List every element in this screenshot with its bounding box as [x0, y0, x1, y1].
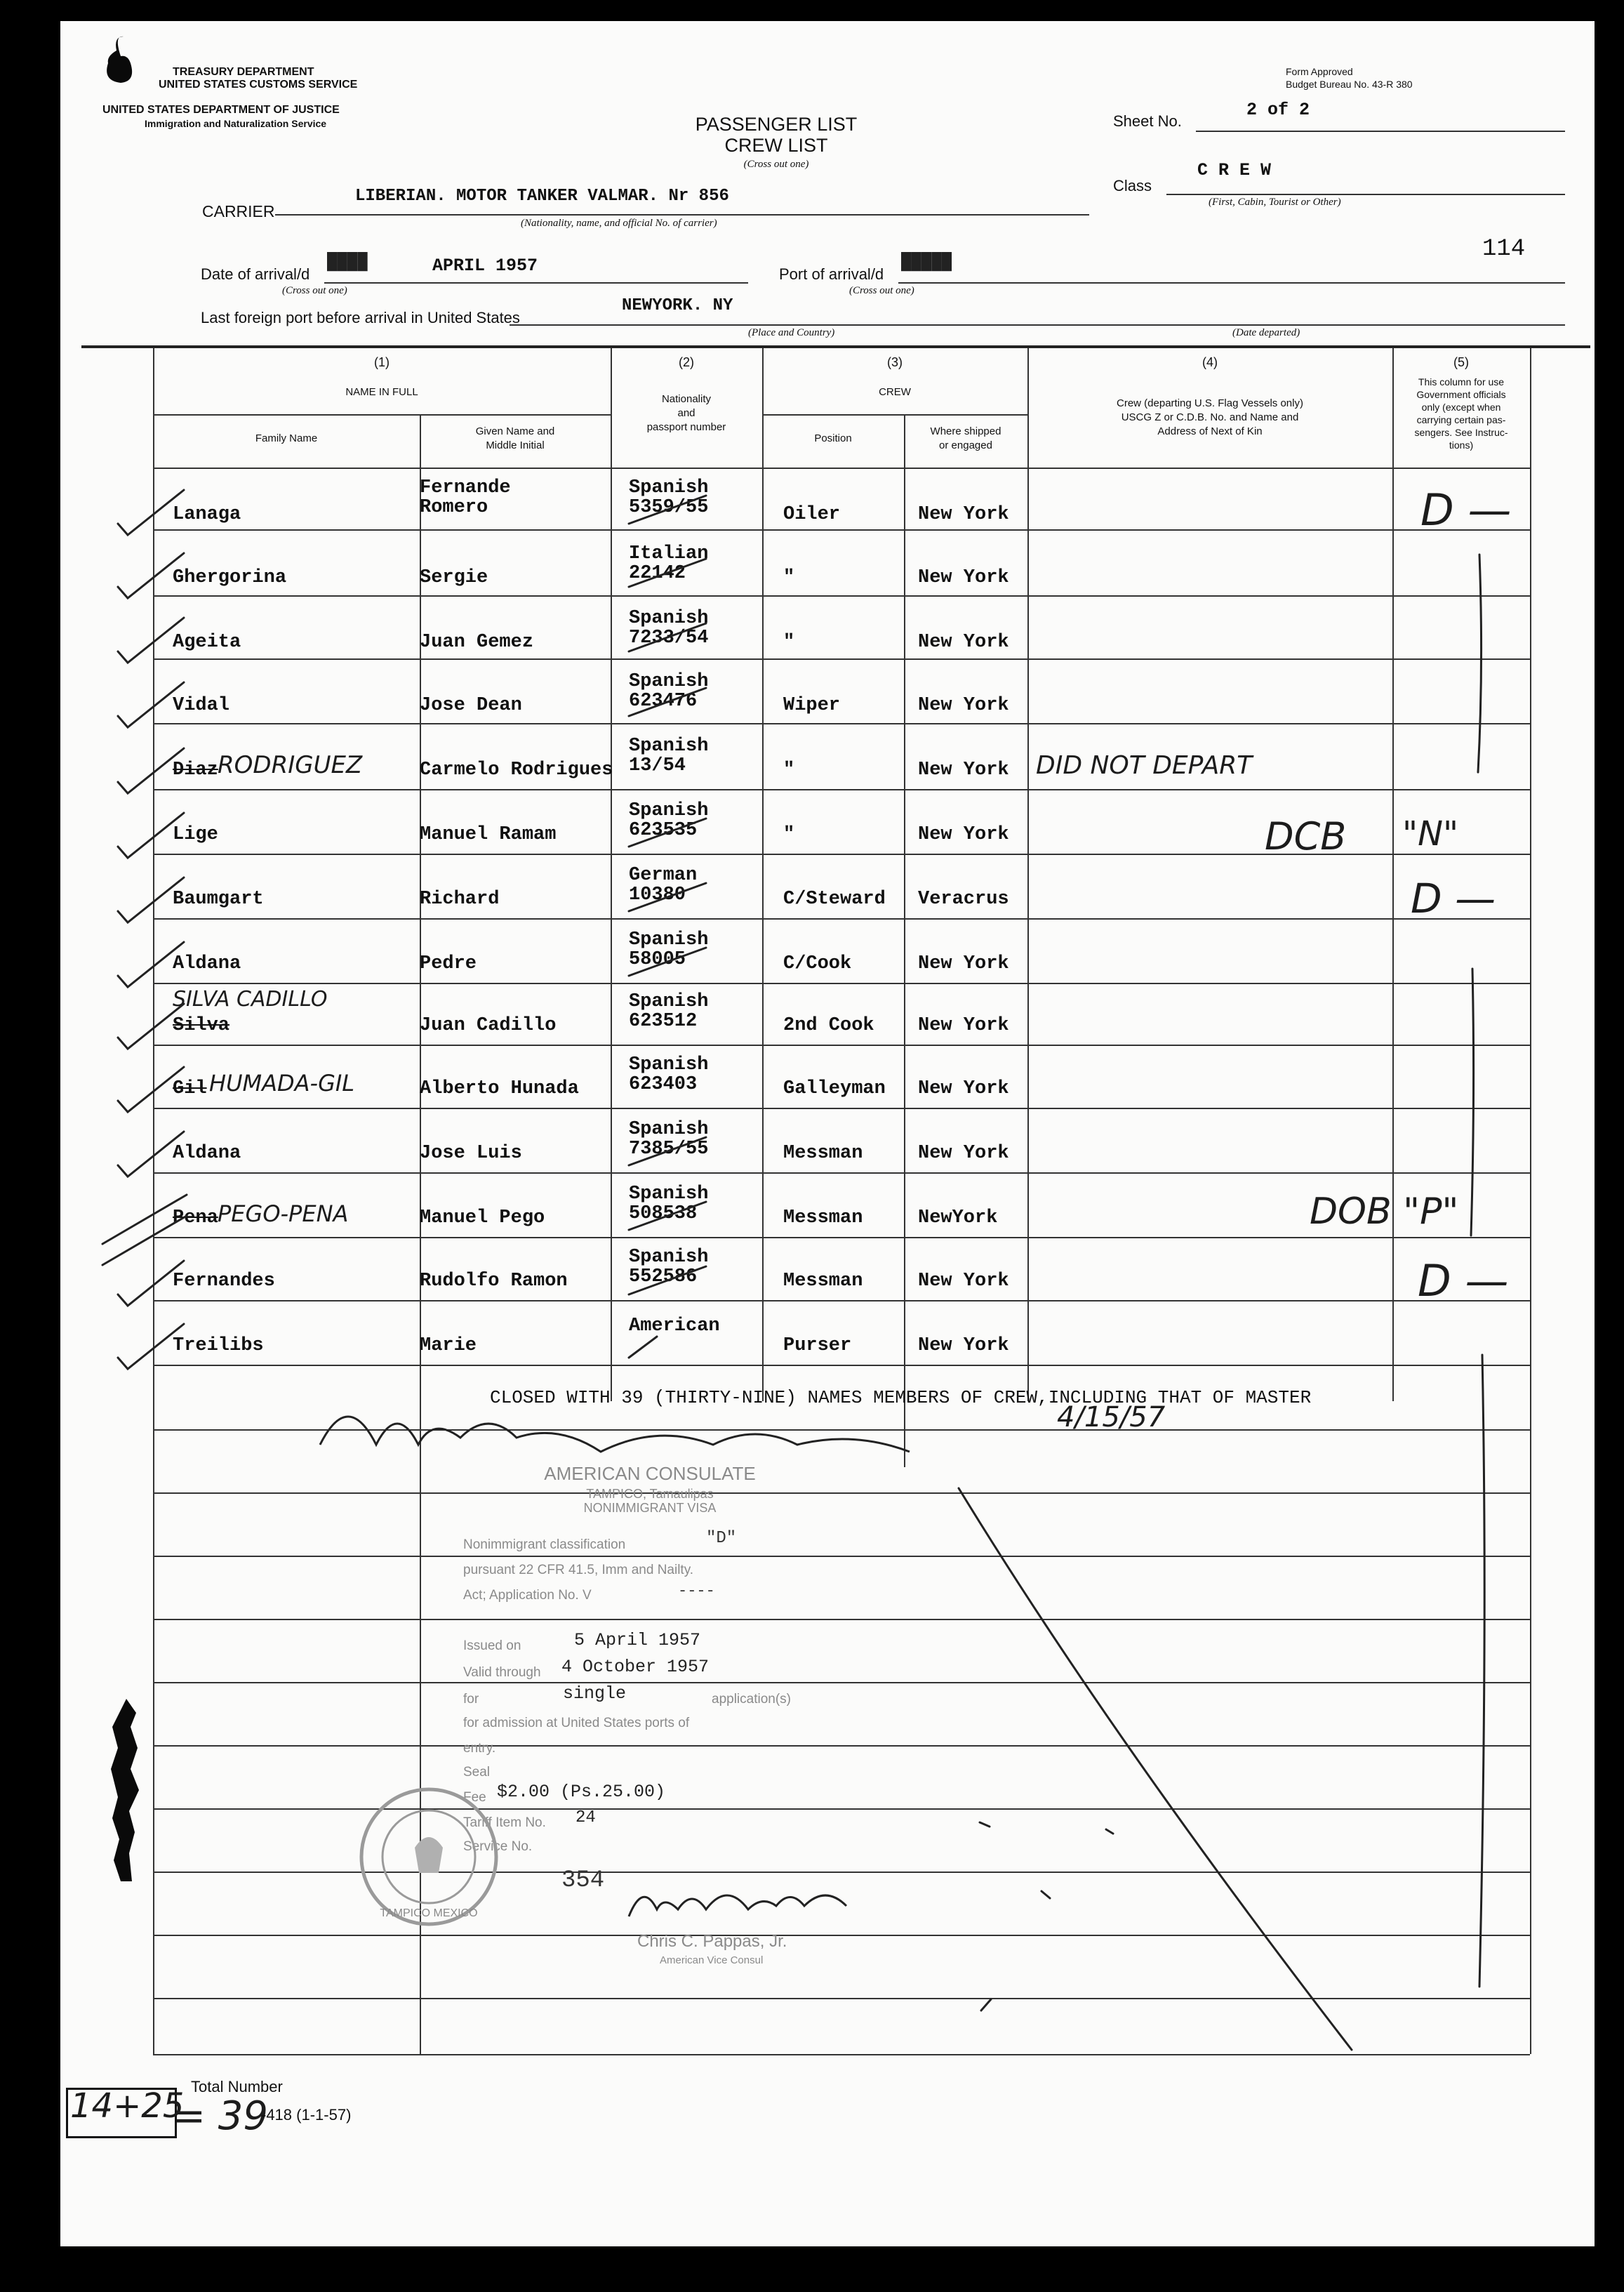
- row-shipped: New York: [918, 1143, 1009, 1164]
- col4-l2: USCG Z or C.D.B. No. and Name and: [1121, 411, 1299, 423]
- port-struck: █████: [901, 253, 952, 272]
- row-passport: 623403: [629, 1074, 698, 1095]
- visa-entry: entry.: [463, 1741, 496, 1756]
- carrier-value: LIBERIAN. MOTOR TANKER VALMAR. Nr 856: [355, 187, 729, 206]
- visa-fee-label: Fee: [463, 1790, 486, 1805]
- row-c5-mark: D —: [1420, 484, 1512, 536]
- row-nationality: American: [629, 1316, 720, 1337]
- col5-l4: carrying certain pas-: [1416, 414, 1506, 425]
- row-shipped: NewYork: [918, 1207, 998, 1228]
- row-shipped: New York: [918, 1271, 1009, 1292]
- row-family: Ageita: [173, 632, 241, 653]
- row-family: Vidal: [173, 695, 230, 716]
- visa-service-label: Service No.: [463, 1839, 533, 1854]
- row-family-struck: Diaz: [173, 760, 218, 781]
- row-passport: 7385/55: [629, 1139, 709, 1160]
- row-nationality: German: [629, 865, 698, 886]
- sheet-value: 2 of 2: [1246, 100, 1310, 120]
- consul-name: Chris C. Pappas, Jr.: [637, 1932, 787, 1951]
- col2-l3: passport number: [646, 421, 726, 433]
- arrival-struck: ████: [327, 253, 368, 272]
- row-position: ": [783, 760, 795, 781]
- visa-valid-value: 4 October 1957: [561, 1657, 710, 1677]
- row-nationality: Spanish: [629, 736, 709, 757]
- sheet-label: Sheet No.: [1113, 112, 1182, 130]
- row-given-2: Marie: [420, 1335, 477, 1356]
- visa-fee-value: $2.00 (Ps.25.00): [497, 1782, 666, 1802]
- row-nationality: Spanish: [629, 608, 709, 629]
- title-passenger-list: PASSENGER LIST: [695, 114, 858, 135]
- row-position: ": [783, 567, 795, 588]
- col4-l3: Address of Next of Kin: [1157, 425, 1263, 437]
- visa-act-label: Act; Application No. V: [463, 1588, 592, 1603]
- col4-number: (4): [1202, 355, 1218, 369]
- document-page: [60, 21, 1595, 2246]
- row-nationality: Italian: [629, 543, 709, 564]
- col3-title: CREW: [879, 386, 911, 398]
- form-approved: Form Approved: [1286, 66, 1353, 77]
- row-position: C/Cook: [783, 953, 852, 974]
- row-family-handwritten: RODRIGUEZ: [218, 751, 363, 779]
- closing-statement: CLOSED WITH 39 (THIRTY-NINE) NAMES MEMBERS OF CREW,INCLUDING THAT OF MASTER: [490, 1387, 1312, 1408]
- row-c4-note: DID NOT DEPART: [1036, 751, 1253, 780]
- row-passport: 7233/54: [629, 628, 709, 649]
- row-shipped: New York: [918, 632, 1009, 653]
- title-cross-out: (Cross out one): [743, 159, 809, 170]
- row-given-2: Sergie: [420, 567, 488, 588]
- visa-class-label: Nonimmigrant classification: [463, 1537, 626, 1552]
- row-given-2: Jose Luis: [420, 1143, 522, 1164]
- row-given-2: Rudolfo Ramon: [420, 1271, 568, 1292]
- row-c5-mark: "N": [1402, 814, 1459, 854]
- visa-act-value: ----: [678, 1582, 715, 1600]
- total-boxed-sum: 14+25: [70, 2086, 185, 2126]
- row-shipped: Veracrus: [918, 889, 1009, 910]
- visa-for-value: single: [563, 1683, 627, 1704]
- col5-l2: Government officials: [1416, 389, 1506, 400]
- col5-l6: tions): [1449, 439, 1474, 451]
- class-label: Class: [1113, 177, 1152, 194]
- row-position: Wiper: [783, 695, 841, 716]
- page-number: 114: [1482, 236, 1526, 263]
- foreign-port-value: NEWYORK. NY: [622, 296, 733, 315]
- row-position: Oiler: [783, 504, 841, 525]
- col5-l5: sengers. See Instruc-: [1414, 427, 1508, 438]
- row-given-2: Pedre: [420, 953, 477, 974]
- col5-number: (5): [1453, 355, 1469, 369]
- row-given-2: Jose Dean: [420, 695, 522, 716]
- date-departed-sub: (Date departed): [1232, 327, 1300, 338]
- consul-title: American Vice Consul: [660, 1954, 764, 1966]
- row-nationality: Spanish: [629, 1119, 709, 1140]
- row-passport: 508538: [629, 1203, 698, 1224]
- row-position: Galleyman: [783, 1078, 886, 1099]
- row-family: Treilibs: [173, 1335, 264, 1356]
- row-position: Purser: [783, 1335, 852, 1356]
- row-family-handwritten: HUMADA-GIL: [209, 1070, 355, 1097]
- row-nationality: Spanish: [629, 477, 709, 498]
- col3-number: (3): [887, 355, 903, 369]
- row-passport: 22142: [629, 563, 686, 584]
- row-family: Aldana: [173, 1143, 241, 1164]
- ins-label: Immigration and Naturalization Service: [145, 118, 327, 129]
- carrier-label: CARRIER: [202, 202, 275, 220]
- col-given-name-1: Given Name and: [475, 425, 555, 437]
- closing-date: 4/15/57: [1057, 1401, 1166, 1433]
- col2-l2: and: [677, 407, 695, 419]
- row-given-1: Fernande: [420, 477, 511, 498]
- arrival-sub: (Cross out one): [282, 285, 347, 296]
- row-given-2: Juan Gemez: [420, 632, 534, 653]
- col-family-name: Family Name: [255, 432, 318, 444]
- row-position: Messman: [783, 1143, 863, 1164]
- row-family: Baumgart: [173, 889, 264, 910]
- col2-number: (2): [679, 355, 694, 369]
- row-family: Aldana: [173, 953, 241, 974]
- row-passport: 5359/55: [629, 497, 709, 518]
- row-given-2: Romero: [420, 497, 488, 518]
- col5-l1: This column for use: [1418, 376, 1505, 387]
- row-family-handwritten: SILVA CADILLO: [173, 987, 328, 1012]
- col-shipped-2: or engaged: [939, 439, 992, 451]
- row-family: Lige: [173, 824, 218, 845]
- justice-label: UNITED STATES DEPARTMENT OF JUSTICE: [102, 104, 340, 116]
- row-family: Lanaga: [173, 504, 241, 525]
- visa-tariff-value: 24: [575, 1808, 596, 1827]
- row-nationality: Spanish: [629, 991, 709, 1012]
- row-position: C/Steward: [783, 889, 886, 910]
- visa-class-value: "D": [706, 1529, 737, 1548]
- row-passport: 623476: [629, 691, 698, 712]
- consulate-city: TAMPICO, Tamaulipas: [586, 1487, 714, 1501]
- row-passport: 10380: [629, 885, 686, 906]
- total-number-label: Total Number: [191, 2078, 283, 2095]
- place-sub: (Place and Country): [748, 327, 835, 338]
- title-crew-list: CREW LIST: [724, 135, 828, 156]
- row-position: Messman: [783, 1207, 863, 1228]
- row-c4-note: DCB: [1265, 814, 1347, 859]
- row-shipped: New York: [918, 760, 1009, 781]
- row-c5-mark: D —: [1411, 875, 1496, 922]
- visa-for-label: for: [463, 1692, 479, 1707]
- row-position: ": [783, 824, 795, 845]
- form-number: -418 (1-1-57): [261, 2106, 352, 2124]
- consulate-visa: NONIMMIGRANT VISA: [583, 1501, 717, 1515]
- row-shipped: New York: [918, 695, 1009, 716]
- row-nationality: Spanish: [629, 671, 709, 692]
- port-sub: (Cross out one): [849, 285, 914, 296]
- row-passport: 13/54: [629, 755, 686, 776]
- row-nationality: Spanish: [629, 800, 709, 821]
- seal-text: TAMPICO MEXICO: [380, 1907, 478, 1919]
- row-shipped: New York: [918, 1078, 1009, 1099]
- visa-issued-label: Issued on: [463, 1638, 521, 1653]
- row-shipped: New York: [918, 1015, 1009, 1036]
- visa-valid-label: Valid through: [463, 1665, 541, 1680]
- row-family-struck: Pena: [173, 1207, 218, 1228]
- arrival-label: Date of arrival/d: [201, 265, 310, 283]
- row-shipped: New York: [918, 824, 1009, 845]
- visa-tariff-label: Tariff Item No.: [463, 1815, 546, 1830]
- visa-issued-value: 5 April 1957: [574, 1630, 701, 1650]
- row-nationality: Spanish: [629, 1054, 709, 1075]
- col-shipped-1: Where shipped: [930, 425, 1001, 437]
- col-given-name-2: Middle Initial: [486, 439, 545, 451]
- row-given-2: Manuel Pego: [420, 1207, 545, 1228]
- visa-service-value: 354: [561, 1867, 605, 1894]
- row-position: ": [783, 632, 795, 653]
- col1-number: (1): [374, 355, 390, 369]
- col4-l1: Crew (departing U.S. Flag Vessels only): [1117, 397, 1303, 409]
- port-label: Port of arrival/d: [779, 265, 884, 283]
- row-nationality: Spanish: [629, 1184, 709, 1205]
- row-family: Ghergorina: [173, 567, 287, 588]
- closing-signature: [306, 1382, 1148, 1466]
- consular-seal: [355, 1783, 502, 1930]
- total-value: = 39: [173, 2093, 268, 2139]
- visa-pursuant: pursuant 22 CFR 41.5, Imm and Nailty.: [463, 1563, 694, 1577]
- treasury-label: TREASURY DEPARTMENT: [173, 66, 314, 78]
- row-passport: 623512: [629, 1011, 698, 1032]
- col5-l3: only (except when: [1421, 402, 1501, 413]
- row-passport: 58005: [629, 949, 686, 970]
- class-value: C R E W: [1197, 160, 1272, 180]
- row-passport: 623535: [629, 820, 698, 841]
- carrier-sub: (Nationality, name, and official No. of carrier): [521, 218, 717, 229]
- row-given-2: Carmelo Rodrigues: [420, 760, 613, 781]
- row-shipped: New York: [918, 953, 1009, 974]
- row-given-2: Alberto Hunada: [420, 1078, 579, 1099]
- col1-title: NAME IN FULL: [345, 386, 418, 398]
- row-family-handwritten: PEGO-PENA: [218, 1200, 349, 1227]
- visa-admission: for admission at United States ports of: [463, 1716, 690, 1730]
- row-c4-note: DOB "P": [1310, 1191, 1459, 1233]
- row-shipped: New York: [918, 1335, 1009, 1356]
- row-nationality: Spanish: [629, 929, 709, 950]
- row-family-struck: Gil: [173, 1078, 207, 1099]
- col-position: Position: [814, 432, 852, 444]
- customs-label: UNITED STATES CUSTOMS SERVICE: [159, 79, 358, 91]
- row-given-2: Manuel Ramam: [420, 824, 557, 845]
- col2-l1: Nationality: [661, 393, 712, 405]
- row-given-2: Richard: [420, 889, 500, 910]
- row-position: Messman: [783, 1271, 863, 1292]
- row-given-2: Juan Cadillo: [420, 1015, 557, 1036]
- foreign-port-label: Last foreign port before arrival in United States: [201, 309, 520, 326]
- class-sub: (First, Cabin, Tourist or Other): [1209, 197, 1341, 208]
- row-nationality: Spanish: [629, 1247, 709, 1268]
- row-family: Fernandes: [173, 1271, 275, 1292]
- arrival-value: APRIL 1957: [432, 256, 538, 276]
- row-passport: 552586: [629, 1266, 698, 1287]
- consul-signature: [622, 1881, 917, 1930]
- visa-seal-label: Seal: [463, 1765, 491, 1780]
- visa-applications: application(s): [712, 1692, 791, 1707]
- row-c5-mark: D —: [1418, 1255, 1509, 1306]
- consulate-title: AMERICAN CONSULATE: [544, 1463, 756, 1484]
- row-shipped: New York: [918, 567, 1009, 588]
- row-shipped: New York: [918, 504, 1009, 525]
- budget-bureau: Budget Bureau No. 43-R 380: [1286, 79, 1413, 90]
- row-position: 2nd Cook: [783, 1015, 874, 1036]
- row-family-struck: Silva: [173, 1015, 230, 1036]
